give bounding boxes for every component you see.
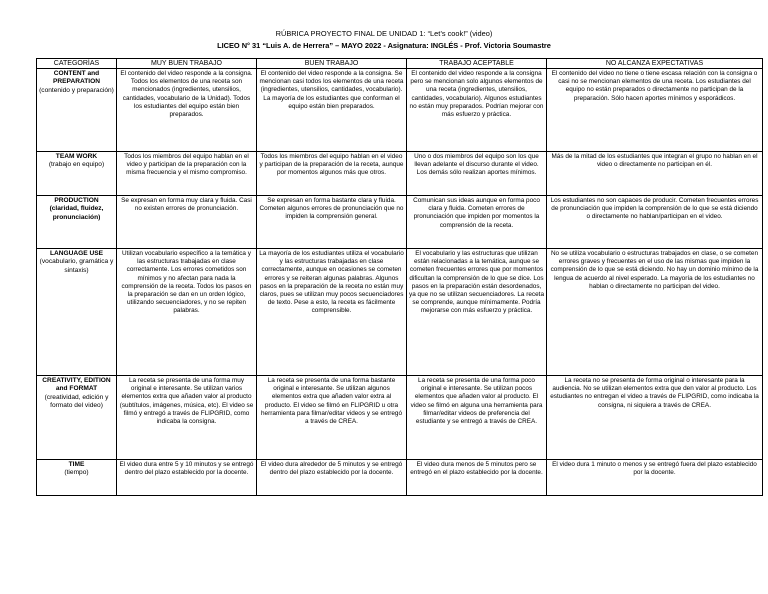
document-subtitle: LICEO N° 31 “Luis A. de Herrera” – MAYO 2022 - Asignatura: INGLÉS - Prof. Victoria Soumastre — [217, 41, 551, 50]
category-name: TEAM WORK — [55, 153, 98, 160]
table-cell: La receta no se presenta de forma original o interesante para la audiencia. No se utilizan elementos extra que den valor al producto. Los estudiantes no entregan el video a través de FLIPGRID, como indicaba la consigna, ni siquiera a través de CREA. — [547, 376, 763, 460]
table-cell: Utilizan vocabulario específico a la temática y las estructuras trabajadas en clase correctamente. Los errores cometidos son mínimos y no afectan para nada la comprensión de la receta. Todos los pasos en la preparación se dan en un orden lógico, utilizando secuenciadores, y no se repiten palabras. — [117, 249, 257, 376]
table-cell: Todos los miembros del equipo hablan en el video y participan de la preparación con la misma frecuencia y el mismo compromiso. — [117, 152, 257, 196]
column-header-muy-buen-trabajo: MUY BUEN TRABAJO — [117, 59, 257, 69]
table-cell: La receta se presenta de una forma bastante original e interesante. Se utilizan algunos elementos extra que añaden valor extra al producto. El video se filmó en FLIPGRID u otra herramienta para filmar/editar videos y se entregó a través de CREA. — [257, 376, 407, 460]
category-subtitle: (contenido y preparación) — [39, 86, 114, 94]
category-name: CREATIVITY, EDITION and FORMAT — [42, 377, 111, 393]
rubric-table — [36, 58, 763, 496]
table-cell: El vocabulario y las estructuras que utilizan están relacionadas a la temática, aunque se cometen frecuentes errores que por momentos dificultan la comprensión de lo que se dice. Los pasos en la preparación están desordenados, ya que no se utilizan secuenciadores. La receta se comprende, aunque mínimamente. Podría mejorarse con más esfuerzo y práctica. — [407, 249, 547, 376]
header-row — [37, 59, 763, 69]
category-name: PRODUCTION (claridad, fluidez, pronunciación) — [49, 197, 104, 221]
category-subtitle: (tiempo) — [64, 469, 89, 477]
category-cell — [37, 249, 117, 376]
category-subtitle: (vocabulario, gramática y sintaxis) — [39, 258, 114, 274]
table-cell: Más de la mitad de los estudiantes que integran el grupo no hablan en el video o directamente no participan en él. — [547, 152, 763, 196]
category-cell — [37, 196, 117, 249]
table-cell: El contenido del video no tiene o tiene escasa relación con la consigna o casi no se mencionan elementos de una receta. Los estudiantes del equipo no están preparados o directamente no participan de la preparación. Sólo hacen aportes mínimos y esporádicos. — [547, 69, 763, 152]
category-cell — [37, 460, 117, 496]
table-row — [37, 376, 763, 460]
category-subtitle: (creatividad, edición y formato del video) — [44, 393, 109, 410]
table-row — [37, 152, 763, 196]
category-name: CONTENT and PREPARATION — [52, 70, 100, 86]
table-cell: Los estudiantes no son capaces de producir. Cometen frecuentes errores de pronunciación que impiden la comprensión de lo que se está diciendo o directamente no hablan/participan en el video. — [547, 196, 763, 249]
table-cell: El contenido del video responde a la consigna pero se mencionan solo algunos elementos de una receta (ingredientes, utensilios, cantidades, vocabulario). Algunos estudiantes no están muy preparados. Podrían mejorar con más esfuerzo y práctica. — [407, 69, 547, 152]
column-header-trabajo-aceptable: TRABAJO ACEPTABLE — [407, 59, 547, 69]
table-cell: No se utiliza vocabulario o estructuras trabajados en clase, o se cometen errores graves y frecuentes en el uso de las mismas que impiden la comprensión de lo que se está diciendo. No hay un dominio mínimo de la lengua de acuerdo al nivel esperado. La mayoría de los estudiantes no hablan o directamente no participan del video. — [547, 249, 763, 376]
table-row — [37, 69, 763, 152]
table-row — [37, 249, 763, 376]
table-cell: La mayoría de los estudiantes utiliza el vocabulario y las estructuras trabajadas en clase correctamente, aunque en ocasiones se cometen errores y se reiteran algunas palabras. Algunos pasos en la preparación de la receta no están muy claros, pues se utilizan muy pocos secuenciadores de texto. Pese a esto, la receta es fácilmente comprensible. — [257, 249, 407, 376]
table-cell: El video dura menos de 5 minutos pero se entregó en el plazo establecido por la docente. — [407, 460, 547, 496]
category-subtitle: (trabajo en equipo) — [48, 161, 105, 169]
table-cell: La receta se presenta de una forma muy original e interesante. Se utilizan varios elementos extra que añaden valor al producto (subtítulos, imágenes, música, etc). El video se filmó y entregó a través de FLIPGRID, como indicaba la consigna. — [117, 376, 257, 460]
table-cell: La receta se presenta de una forma poco original e interesante. Se utilizan pocos elementos que añaden valor al producto. El video se filmó en alguna una herramienta para filmar/editar videos de preferencia del estudiante y se entregó a través de CREA. — [407, 376, 547, 460]
table-cell: El video dura alrededor de 5 minutos y se entregó dentro del plazo establecido por la docente. — [257, 460, 407, 496]
table-cell: El video dura entre 5 y 10 minutos y se entregó dentro del plazo establecido por la docente. — [117, 460, 257, 496]
table-cell: Uno o dos miembros del equipo son los que llevan adelante el discurso durante el video. Los demás sólo realizan aportes mínimos. — [407, 152, 547, 196]
category-cell — [37, 376, 117, 460]
column-header-categories: CATEGORÍAS — [37, 59, 117, 69]
category-cell — [37, 152, 117, 196]
table-cell: Se expresan en forma muy clara y fluida. Casi no existen errores de pronunciación. — [117, 196, 257, 249]
table-row — [37, 460, 763, 496]
column-header-buen-trabajo: BUEN TRABAJO — [257, 59, 407, 69]
table-cell: El video dura 1 minuto o menos y se entregó fuera del plazo establecido por la docente. — [547, 460, 763, 496]
column-header-no-alcanza: NO ALCANZA EXPECTATIVAS — [547, 59, 763, 69]
table-cell: El contenido del video responde a la consigna. Se mencionan casi todos los elementos de una receta (ingredientes, utensilios, cantidades, vocabulario). La mayoría de los estudiantes que conforman el equipo están bien preparados. — [257, 69, 407, 152]
table-cell: Todos los miembros del equipo hablan en el video y participan de la preparación de la receta, aunque por momentos algunos más que otros. — [257, 152, 407, 196]
table-cell: Comunican sus ideas aunque en forma poco clara y fluida. Cometen errores de pronunciación que impiden por momentos la comprensión de la receta. — [407, 196, 547, 249]
category-cell — [37, 69, 117, 152]
category-name: TIME — [68, 461, 85, 468]
category-name: LANGUAGE USE — [49, 250, 104, 257]
document-title: RÚBRICA PROYECTO FINAL DE UNIDAD 1: “Let’s cook!” (video) — [275, 29, 493, 38]
table-cell: Se expresan en forma bastante clara y fluida. Cometen algunos errores de pronunciación que no impiden la comprensión general. — [257, 196, 407, 249]
table-cell: El contenido del video responde a la consigna. Todos los elementos de una receta son mencionados (ingredientes, utensilios, cantidades, vocabulario de la Unidad). Todos los estudiantes del equipo están bien preparados. — [117, 69, 257, 152]
table-row — [37, 196, 763, 249]
